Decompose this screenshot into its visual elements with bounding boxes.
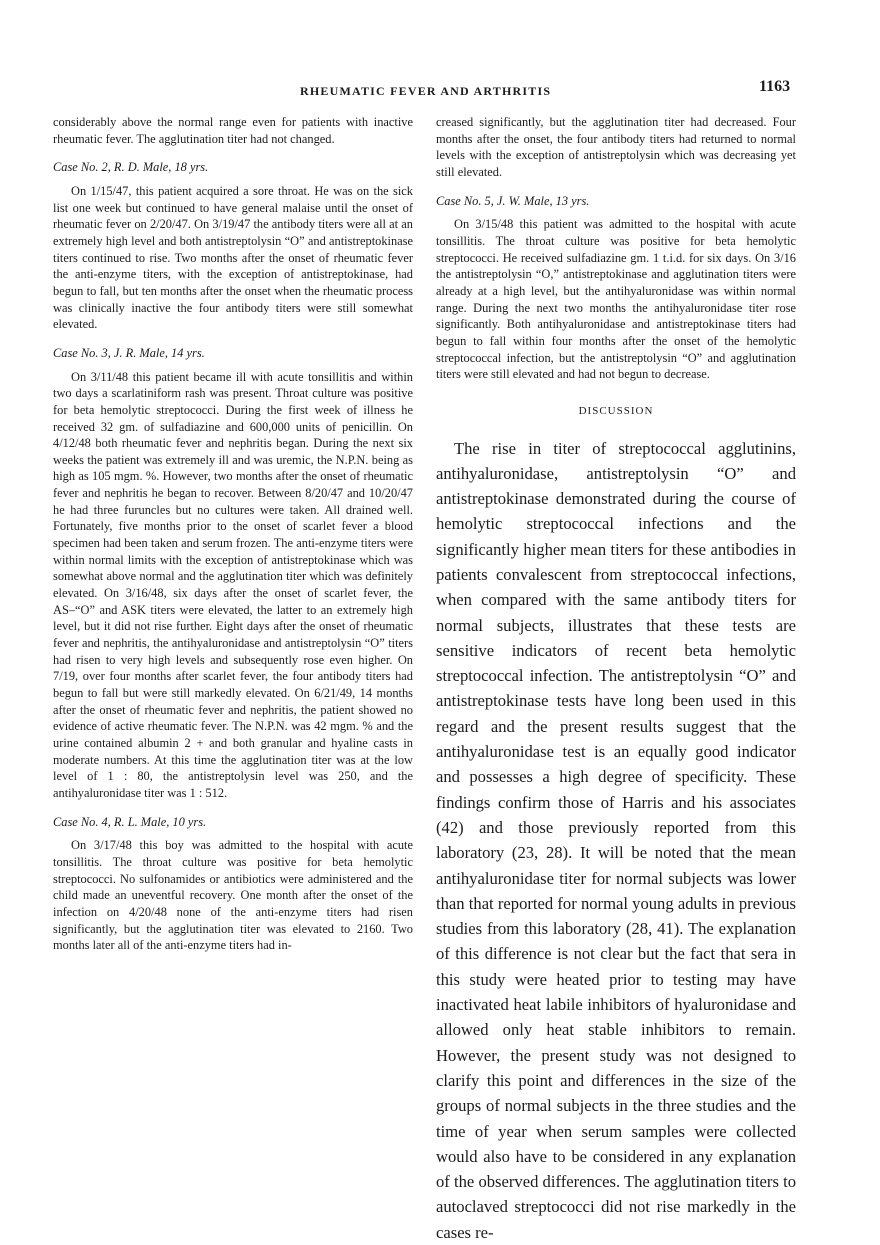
case-4-paragraph: On 3/17/48 this boy was admitted to the hospital with acute tonsillitis. The throat culture was positive for beta hemolytic streptococci. No sulfonamides or antibiotics were administered and the child made an uneventful recovery. One month after the onset of the infection on 4/20/48 none of the anti-enzyme titers had risen significantly, but the agglutination titer was elevated to 2160. Two months later all of the anti-enzyme titers had in- [53, 837, 413, 954]
case-3-heading: Case No. 3, J. R. Male, 14 yrs. [53, 345, 413, 362]
left-column [53, 114, 413, 954]
right-column [436, 114, 796, 1245]
discussion-paragraph: The rise in titer of streptococcal agglutinins, antihyaluronidase, antistreptolysin “O” and antistreptokinase demonstrated during the course of hemolytic streptococcal infections and the significantly higher mean titers for these antibodies in patients convalescent from streptococcal infections, when compared with the same antibody titers for normal subjects, illustrates that these tests are sensitive indicators of recent beta hemolytic streptococcal infection. The antistreptolysin “O” and antistreptokinase tests have long been used in this regard and the present results suggest that the antihyaluronidase test is an equally good indicator and possesses a high degree of specificity. These findings confirm those of Harris and his associates (42) and those previously reported from this laboratory (23, 28). It will be noted that the mean antihyaluronidase titer for normal subjects was lower than that reported for normal young adults in previous studies from this laboratory (28, 41). The explanation of this difference is not clear but the fact that sera in this study were heated prior to testing may have inactivated heat labile inhibitors of hyaluronidase and allowed only heat stable inhibitors to remain. However, the present study was not designed to clarify this point and differences in the size of the groups of normal subjects in the three studies and the time of year when serum samples were collected would also have to be considered in any explanation of the observed differences. The agglutination titers to autoclaved streptococci did not rise markedly in the cases re- [436, 436, 796, 1245]
case-2-heading: Case No. 2, R. D. Male, 18 yrs. [53, 159, 413, 176]
case-4-heading: Case No. 4, R. L. Male, 10 yrs. [53, 814, 413, 831]
case-3-paragraph: On 3/11/48 this patient became ill with acute tonsillitis and within two days a scarlatiniform rash was present. Throat culture was positive for beta hemolytic streptococci. During the first week of illness he received 32 gm. of sulfadiazine and 600,000 units of penicillin. On 4/12/48 both rheumatic fever and nephritis began. During the next six weeks the patient was extremely ill and was uremic, the N.P.N. being as high as 105 mgm. %. However, two months after the onset of rheumatic fever and nephritis he began to recover. Between 8/20/47 and 10/20/47 he had three furuncles but no cultures were taken. All drained well. Fortunately, five months prior to the onset of scarlet fever a blood specimen had been taken and serum frozen. The anti-enzyme titers were within normal limits with the exception of antistreptokinase which was somewhat above normal and the agglutination titer which was definitely elevated. On 3/16/48, six days after the onset of scarlet fever, the AS–“O” and ASK titers were elevated, the latter to an extremely high level, but it did not rise further. Eight days after the onset of rheumatic fever and nephritis, the antihyaluronidase and antistreptolysin “O” titers had risen to very high levels and subsequently rose even higher. On 7/19, over four months after scarlet fever, the four antibody titers had begun to fall but were still markedly elevated. On 6/21/49, 14 months after the onset of rheumatic fever and nephritis, the patient showed no evidence of active rheumatic fever. The N.P.N. was 42 mgm. % and the urine contained albumin 2 + and both granular and hyaline casts in moderate numbers. At this time the agglutination titer was at the low level of 1 : 80, the antistreptolysin level was 250, and the antihyaluronidase titer was 1 : 512. [53, 369, 413, 802]
case-2-paragraph: On 1/15/47, this patient acquired a sore throat. He was on the sick list one week but continued to have general malaise until the onset of rheumatic fever on 2/20/47. On 3/19/47 the antibody titers were all at an extremely high level and both antistreptolysin “O” and antistreptokinase titers continued to rise. Two months after the onset of rheumatic fever the anti-enzyme titers, with the exception of antistreptokinase, had begun to fall, but ten months after the onset when the rheumatic process was clinically inactive the four antibody titers were still somewhat elevated. [53, 183, 413, 333]
right-continuation-paragraph: creased significantly, but the agglutination titer had decreased. Four months after the onset, the four antibody titers had returned to normal levels with the exception of antistreptolysin which was decreasing yet still elevated. [436, 114, 796, 181]
page-number: 1163 [759, 78, 790, 96]
running-title: RHEUMATIC FEVER AND ARTHRITIS [300, 84, 551, 99]
discussion-heading: DISCUSSION [436, 403, 796, 420]
left-continuation-paragraph: considerably above the normal range even for patients with inactive rheumatic fever. The agglutination titer had not changed. [53, 114, 413, 147]
case-5-paragraph: On 3/15/48 this patient was admitted to the hospital with acute tonsillitis. The throat culture was positive for beta hemolytic streptococci. He received sulfadiazine gm. 1 t.i.d. for six days. On 3/16 the antistreptolysin “O,” antistreptokinase and agglutination titers were already at a high level, but the antihyaluronidase was within normal range. During the next two months the antihyaluronidase titer rose significantly. Both antihyaluronidase and antistreptokinase titers had begun to fall within four months after the onset of the hemolytic streptococcal infection, but the antistreptolysin “O” and agglutination titers were still elevated and had not begun to decrease. [436, 216, 796, 383]
case-5-heading: Case No. 5, J. W. Male, 13 yrs. [436, 193, 796, 210]
